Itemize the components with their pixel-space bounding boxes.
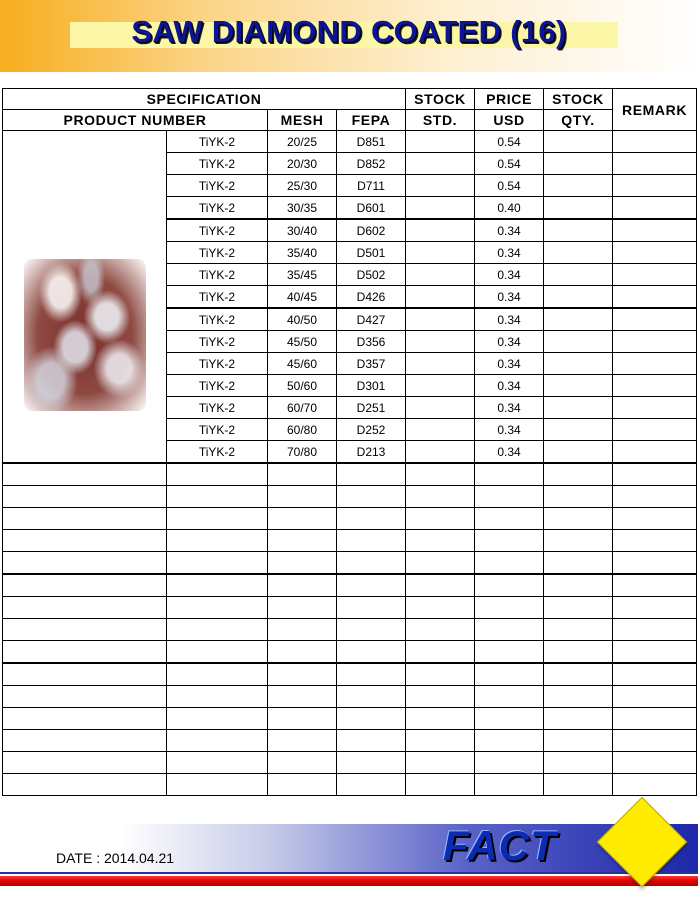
remark-cell — [613, 774, 697, 796]
remark-cell — [613, 308, 697, 331]
price-cell — [475, 641, 544, 664]
mesh-cell — [268, 619, 337, 641]
mesh-cell — [268, 708, 337, 730]
footer-red-stripe — [0, 876, 698, 886]
mesh-cell: 45/60 — [268, 353, 337, 375]
mesh-cell — [268, 597, 337, 619]
stock-qty-cell — [544, 397, 613, 419]
stock-std-cell — [406, 530, 475, 552]
stock-std-cell — [406, 197, 475, 220]
left-cell — [3, 508, 167, 530]
price-cell — [475, 774, 544, 796]
fepa-cell — [337, 619, 406, 641]
mesh-cell — [268, 663, 337, 686]
price-cell: 0.34 — [475, 264, 544, 286]
product-cell — [167, 730, 268, 752]
table-row — [3, 774, 697, 796]
stock-qty-cell — [544, 131, 613, 153]
fepa-cell: D252 — [337, 419, 406, 441]
table-row — [3, 508, 697, 530]
stock-qty-cell — [544, 153, 613, 175]
mesh-cell — [268, 774, 337, 796]
left-cell — [3, 619, 167, 641]
price-cell: 0.54 — [475, 153, 544, 175]
fact-logo: FACT — [443, 822, 557, 869]
left-cell — [3, 774, 167, 796]
left-cell — [3, 463, 167, 486]
remark-cell — [613, 441, 697, 464]
stock-std-cell — [406, 730, 475, 752]
left-cell — [3, 597, 167, 619]
header-remark: REMARK — [613, 89, 697, 131]
price-cell — [475, 463, 544, 486]
left-cell — [3, 708, 167, 730]
product-cell — [167, 574, 268, 597]
stock-qty-cell — [544, 530, 613, 552]
table-row — [3, 597, 697, 619]
stock-qty-cell — [544, 708, 613, 730]
stock-qty-cell — [544, 375, 613, 397]
fepa-cell — [337, 641, 406, 664]
table-row — [3, 619, 697, 641]
table-row — [3, 663, 697, 686]
mesh-cell: 35/40 — [268, 242, 337, 264]
stock-qty-cell — [544, 419, 613, 441]
stock-std-cell — [406, 441, 475, 464]
stock-std-cell — [406, 486, 475, 508]
table-row — [3, 708, 697, 730]
price-cell — [475, 486, 544, 508]
stock-qty-cell — [544, 353, 613, 375]
mesh-cell: 30/35 — [268, 197, 337, 220]
header-stock-qty-line2: QTY. — [544, 110, 613, 131]
table-row — [3, 131, 697, 153]
remark-cell — [613, 730, 697, 752]
product-cell — [167, 708, 268, 730]
fepa-cell — [337, 730, 406, 752]
remark-cell — [613, 486, 697, 508]
price-cell: 0.54 — [475, 175, 544, 197]
fepa-cell: D213 — [337, 441, 406, 464]
left-cell — [3, 641, 167, 664]
stock-std-cell — [406, 397, 475, 419]
page-title: SAW DIAMOND COATED (16) — [131, 14, 567, 49]
stock-std-cell — [406, 153, 475, 175]
product-cell — [167, 552, 268, 575]
remark-cell — [613, 419, 697, 441]
stock-qty-cell — [544, 219, 613, 242]
stock-std-cell — [406, 308, 475, 331]
left-cell — [3, 752, 167, 774]
stock-qty-cell — [544, 663, 613, 686]
diamond-grit-photo — [24, 259, 146, 411]
price-cell — [475, 619, 544, 641]
header-product-number: PRODUCT NUMBER — [3, 110, 268, 131]
fepa-cell: D851 — [337, 131, 406, 153]
product-cell — [167, 686, 268, 708]
stock-qty-cell — [544, 308, 613, 331]
remark-cell — [613, 686, 697, 708]
product-cell — [167, 774, 268, 796]
product-cell: TiYK-2 — [167, 308, 268, 331]
price-cell — [475, 508, 544, 530]
remark-cell — [613, 508, 697, 530]
remark-cell — [613, 708, 697, 730]
price-cell: 0.34 — [475, 441, 544, 464]
footer-divider — [0, 872, 698, 874]
product-cell — [167, 508, 268, 530]
product-cell — [167, 463, 268, 486]
product-cell: TiYK-2 — [167, 375, 268, 397]
remark-cell — [613, 197, 697, 220]
product-cell: TiYK-2 — [167, 197, 268, 220]
left-cell — [3, 552, 167, 575]
product-cell: TiYK-2 — [167, 286, 268, 309]
price-cell: 0.40 — [475, 197, 544, 220]
stock-qty-cell — [544, 441, 613, 464]
remark-cell — [613, 131, 697, 153]
mesh-cell: 45/50 — [268, 331, 337, 353]
mesh-cell: 25/30 — [268, 175, 337, 197]
stock-qty-cell — [544, 286, 613, 309]
stock-qty-cell — [544, 574, 613, 597]
price-cell — [475, 574, 544, 597]
stock-std-cell — [406, 774, 475, 796]
stock-std-cell — [406, 686, 475, 708]
left-cell — [3, 574, 167, 597]
fepa-cell: D427 — [337, 308, 406, 331]
mesh-cell — [268, 486, 337, 508]
fepa-cell: D602 — [337, 219, 406, 242]
product-cell — [167, 486, 268, 508]
table-row — [3, 686, 697, 708]
remark-cell — [613, 597, 697, 619]
product-cell: TiYK-2 — [167, 219, 268, 242]
price-cell: 0.34 — [475, 353, 544, 375]
stock-qty-cell — [544, 463, 613, 486]
product-cell — [167, 663, 268, 686]
left-cell — [3, 663, 167, 686]
stock-std-cell — [406, 508, 475, 530]
product-cell: TiYK-2 — [167, 153, 268, 175]
stock-std-cell — [406, 641, 475, 664]
remark-cell — [613, 153, 697, 175]
stock-std-cell — [406, 353, 475, 375]
fepa-cell: D852 — [337, 153, 406, 175]
stock-std-cell — [406, 552, 475, 575]
price-cell: 0.34 — [475, 219, 544, 242]
product-cell: TiYK-2 — [167, 397, 268, 419]
stock-std-cell — [406, 574, 475, 597]
price-cell — [475, 708, 544, 730]
fepa-cell — [337, 708, 406, 730]
stock-qty-cell — [544, 486, 613, 508]
stock-qty-cell — [544, 619, 613, 641]
date-label: DATE : 2014.04.21 — [56, 850, 175, 866]
product-image-cell — [3, 131, 167, 464]
header-stock-std-line1: STOCK — [406, 89, 475, 110]
header-price-line1: PRICE — [475, 89, 544, 110]
fepa-cell — [337, 774, 406, 796]
mesh-cell: 50/60 — [268, 375, 337, 397]
stock-std-cell — [406, 242, 475, 264]
stock-qty-cell — [544, 597, 613, 619]
remark-cell — [613, 552, 697, 575]
remark-cell — [613, 375, 697, 397]
mesh-cell: 60/70 — [268, 397, 337, 419]
stock-qty-cell — [544, 175, 613, 197]
table-row — [3, 463, 697, 486]
stock-std-cell — [406, 219, 475, 242]
fepa-cell: D356 — [337, 331, 406, 353]
product-cell: TiYK-2 — [167, 353, 268, 375]
remark-cell — [613, 619, 697, 641]
price-cell: 0.34 — [475, 242, 544, 264]
product-cell — [167, 619, 268, 641]
remark-cell — [613, 574, 697, 597]
price-cell — [475, 752, 544, 774]
fepa-cell: D711 — [337, 175, 406, 197]
mesh-cell: 35/45 — [268, 264, 337, 286]
table-row — [3, 574, 697, 597]
header-stock-qty-line1: STOCK — [544, 89, 613, 110]
mesh-cell: 20/30 — [268, 153, 337, 175]
mesh-cell — [268, 530, 337, 552]
header-price-line2: USD — [475, 110, 544, 131]
price-cell: 0.54 — [475, 131, 544, 153]
remark-cell — [613, 530, 697, 552]
remark-cell — [613, 663, 697, 686]
remark-cell — [613, 264, 697, 286]
price-cell — [475, 686, 544, 708]
price-cell: 0.34 — [475, 419, 544, 441]
left-cell — [3, 686, 167, 708]
product-cell: TiYK-2 — [167, 242, 268, 264]
remark-cell — [613, 175, 697, 197]
stock-std-cell — [406, 752, 475, 774]
remark-cell — [613, 353, 697, 375]
stock-std-cell — [406, 264, 475, 286]
mesh-cell — [268, 686, 337, 708]
price-cell — [475, 730, 544, 752]
fepa-cell — [337, 463, 406, 486]
stock-std-cell — [406, 708, 475, 730]
mesh-cell: 70/80 — [268, 441, 337, 464]
price-cell: 0.34 — [475, 375, 544, 397]
stock-qty-cell — [544, 197, 613, 220]
mesh-cell — [268, 730, 337, 752]
stock-qty-cell — [544, 331, 613, 353]
mesh-cell: 30/40 — [268, 219, 337, 242]
remark-cell — [613, 286, 697, 309]
header-fepa: FEPA — [337, 110, 406, 131]
left-cell — [3, 530, 167, 552]
product-cell: TiYK-2 — [167, 131, 268, 153]
price-cell: 0.34 — [475, 286, 544, 309]
mesh-cell — [268, 463, 337, 486]
mesh-cell: 60/80 — [268, 419, 337, 441]
left-cell — [3, 486, 167, 508]
mesh-cell — [268, 752, 337, 774]
fepa-cell — [337, 597, 406, 619]
fepa-cell: D601 — [337, 197, 406, 220]
remark-cell — [613, 242, 697, 264]
header-mesh: MESH — [268, 110, 337, 131]
price-cell — [475, 663, 544, 686]
stock-std-cell — [406, 331, 475, 353]
product-cell — [167, 752, 268, 774]
stock-std-cell — [406, 663, 475, 686]
product-cell — [167, 641, 268, 664]
fepa-cell — [337, 530, 406, 552]
table-row — [3, 486, 697, 508]
stock-std-cell — [406, 286, 475, 309]
table-row — [3, 641, 697, 664]
product-cell: TiYK-2 — [167, 331, 268, 353]
product-cell — [167, 530, 268, 552]
mesh-cell — [268, 641, 337, 664]
table-row — [3, 552, 697, 575]
price-cell — [475, 597, 544, 619]
stock-qty-cell — [544, 752, 613, 774]
header-stock-std-line2: STD. — [406, 110, 475, 131]
fepa-cell: D251 — [337, 397, 406, 419]
stock-qty-cell — [544, 730, 613, 752]
stock-std-cell — [406, 463, 475, 486]
header-specification: SPECIFICATION — [3, 89, 406, 110]
stock-std-cell — [406, 131, 475, 153]
fepa-cell — [337, 663, 406, 686]
stock-std-cell — [406, 619, 475, 641]
remark-cell — [613, 397, 697, 419]
stock-std-cell — [406, 375, 475, 397]
table-row — [3, 752, 697, 774]
fepa-cell: D501 — [337, 242, 406, 264]
left-cell — [3, 730, 167, 752]
product-cell: TiYK-2 — [167, 175, 268, 197]
stock-std-cell — [406, 597, 475, 619]
remark-cell — [613, 752, 697, 774]
fepa-cell: D502 — [337, 264, 406, 286]
product-cell: TiYK-2 — [167, 419, 268, 441]
mesh-cell: 20/25 — [268, 131, 337, 153]
stock-qty-cell — [544, 774, 613, 796]
fepa-cell: D426 — [337, 286, 406, 309]
remark-cell — [613, 219, 697, 242]
price-cell: 0.34 — [475, 331, 544, 353]
stock-qty-cell — [544, 264, 613, 286]
stock-std-cell — [406, 419, 475, 441]
price-cell: 0.34 — [475, 397, 544, 419]
stock-qty-cell — [544, 686, 613, 708]
remark-cell — [613, 641, 697, 664]
fepa-cell — [337, 486, 406, 508]
table-row — [3, 530, 697, 552]
product-cell: TiYK-2 — [167, 264, 268, 286]
price-cell — [475, 530, 544, 552]
mesh-cell — [268, 574, 337, 597]
mesh-cell — [268, 552, 337, 575]
remark-cell — [613, 331, 697, 353]
fepa-cell — [337, 552, 406, 575]
fepa-cell — [337, 574, 406, 597]
stock-qty-cell — [544, 641, 613, 664]
product-cell: TiYK-2 — [167, 441, 268, 464]
mesh-cell: 40/50 — [268, 308, 337, 331]
fepa-cell — [337, 508, 406, 530]
stock-std-cell — [406, 175, 475, 197]
fepa-cell: D357 — [337, 353, 406, 375]
product-cell — [167, 597, 268, 619]
product-table — [2, 88, 697, 796]
price-cell: 0.34 — [475, 308, 544, 331]
fepa-cell: D301 — [337, 375, 406, 397]
stock-qty-cell — [544, 552, 613, 575]
fepa-cell — [337, 752, 406, 774]
mesh-cell: 40/45 — [268, 286, 337, 309]
price-cell — [475, 552, 544, 575]
stock-qty-cell — [544, 508, 613, 530]
stock-qty-cell — [544, 242, 613, 264]
fepa-cell — [337, 686, 406, 708]
table-row — [3, 730, 697, 752]
remark-cell — [613, 463, 697, 486]
mesh-cell — [268, 508, 337, 530]
